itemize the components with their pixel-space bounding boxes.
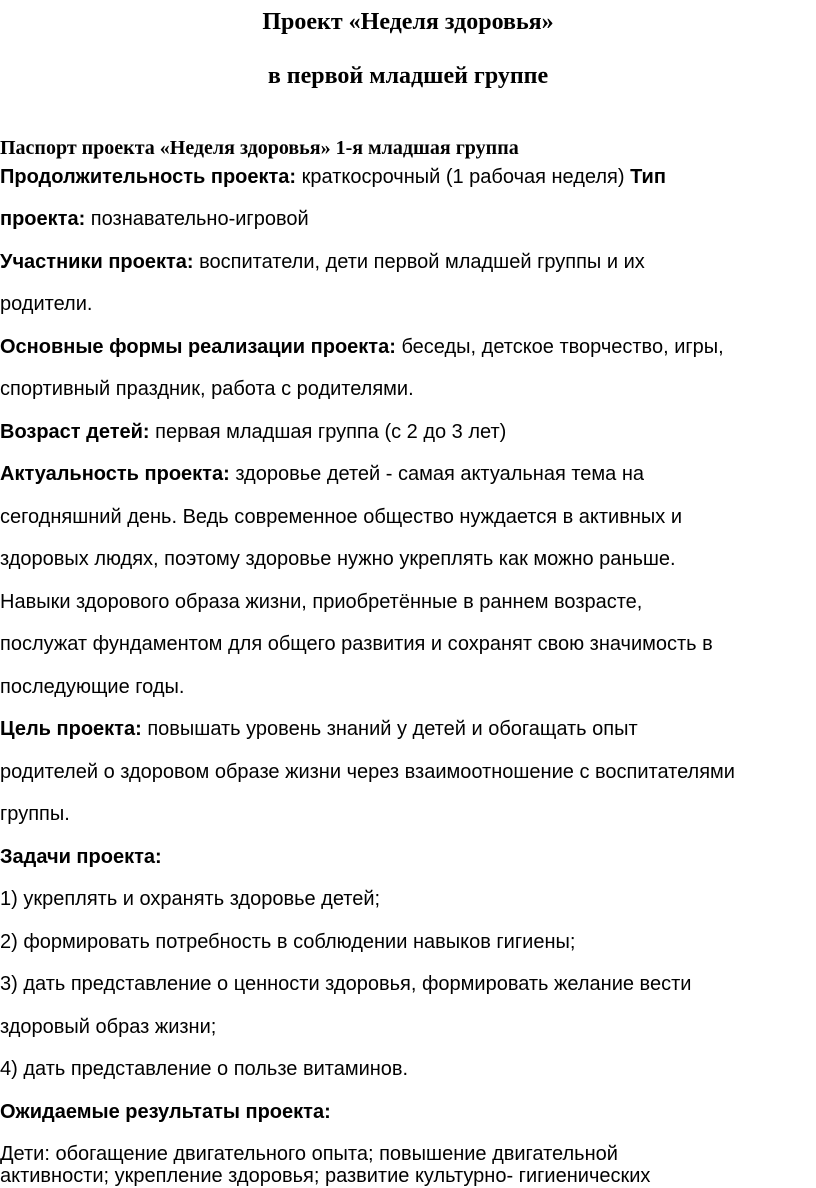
duration-label: Продолжительность проекта: [0,166,297,188]
goal-text-1: повышать уровень знаний у детей и обогащать опыт [141,718,638,740]
relevance-line [0,461,644,487]
type-label-start: Тип [630,166,666,188]
tasks-heading: Задачи проекта: [0,846,162,868]
task-item-continuation: здоровый образ жизни; [0,1016,217,1038]
relevance-text-2: сегодняшний день. Ведь современное общество нуждается в активных и [0,506,683,528]
results-text-2: активности; укрепление здоровья; развитие культурно- гигиенических [0,1165,651,1187]
forms-line [0,334,724,360]
participants-line-2: родители. [0,293,93,315]
task-item: 4) дать представление о пользе витаминов. [0,1058,409,1080]
age-value: первая младшая группа (с 2 до 3 лет) [149,421,507,443]
age-line [0,419,506,445]
age-label: Возраст детей: [0,421,150,443]
relevance-text-6: последующие годы. [0,676,185,698]
passport-heading: Паспорт проекта «Неделя здоровья» 1-я младшая группа [0,137,519,159]
goal-text-3: группы. [0,803,70,825]
duration-line [0,164,666,190]
relevance-label: Актуальность проекта: [0,463,230,485]
task-item: 3) дать представление о ценности здоровья, формировать желание вести [0,973,692,995]
relevance-text-3: здоровых людях, поэтому здоровье нужно укреплять как можно раньше. [0,548,676,570]
participants-value: воспитатели, дети первой младшей группы и их [193,251,645,273]
goal-label: Цель проекта: [0,718,142,740]
duration-value: краткосрочный (1 рабочая неделя) [296,166,631,188]
forms-label: Основные формы реализации проекта: [0,336,396,358]
results-heading: Ожидаемые результаты проекта: [0,1101,331,1123]
goal-text-2: родителей о здоровом образе жизни через взаимоотношение с воспитателями [0,761,735,783]
type-value: познавательно-игровой [85,208,309,230]
results-text-1: Дети: обогащение двигательного опыта; повышение двигательной [0,1143,618,1165]
relevance-text-5: послужат фундаментом для общего развития и сохранят свою значимость в [0,633,713,655]
type-line [0,206,309,232]
forms-line-2: спортивный праздник, работа с родителями. [0,378,414,400]
relevance-text-1: здоровье детей - самая актуальная тема на [229,463,645,485]
forms-value: беседы, детское творчество, игры, [395,336,724,358]
participants-line [0,249,645,275]
task-item: 1) укреплять и охранять здоровье детей; [0,888,381,910]
relevance-text-4: Навыки здорового образа жизни, приобретённые в раннем возрасте, [0,591,643,613]
goal-line [0,716,638,742]
page-subtitle: в первой младшей группе [267,63,549,89]
type-label-end: проекта: [0,208,86,230]
participants-label: Участники проекта: [0,251,194,273]
task-item: 2) формировать потребность в соблюдении навыков гигиены; [0,931,576,953]
page-title: Проект «Неделя здоровья» [262,9,554,35]
